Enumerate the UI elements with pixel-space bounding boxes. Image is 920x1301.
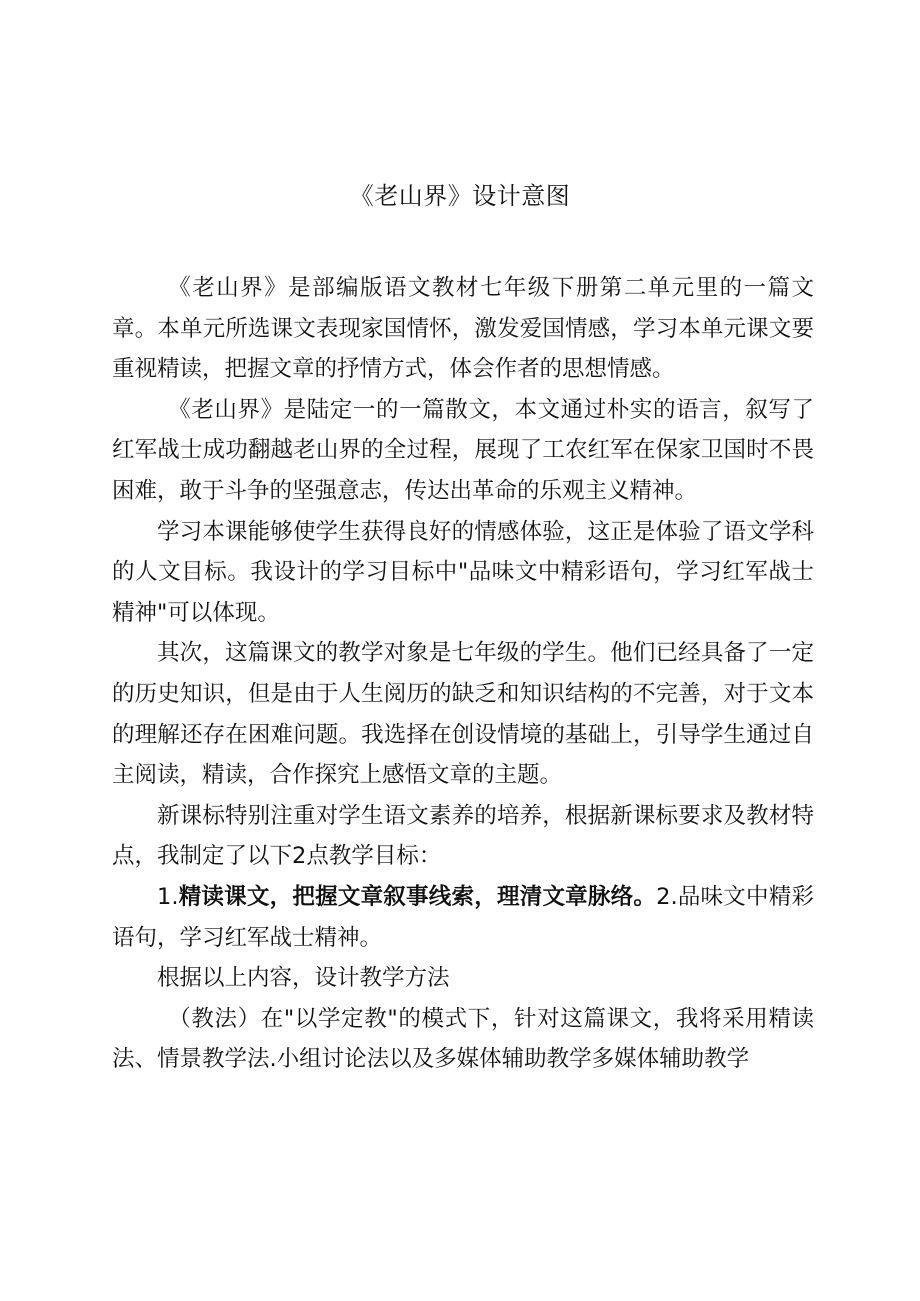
goal-2-text: 2.品味文中精彩语句，学习红军战士精神。 [112, 883, 814, 951]
document-body [112, 268, 814, 1080]
paragraph-student-analysis: 其次，这篇课文的教学对象是七年级的学生。他们已经具备了一定的历史知识，但是由于人生阅历的缺乏和知识结构的不完善，对于文本的理解还存在困难问题。我选择在创设情境的基础上，引导学生通过自主阅读，精读，合作探究上感悟文章的主题。 [112, 640, 814, 789]
goal-1-number: 1. [157, 883, 179, 910]
paragraph-learning-experience: 学习本课能够使学生获得良好的情感体验，这正是体验了语文学科的人文目标。我设计的学习目标中"品味文中精彩语句，学习红军战士精神"可以体现。 [112, 518, 814, 626]
paragraph-curriculum-standard: 新课标特别注重对学生语文素养的培养，根据新课标要求及教材特点，我制定了以下2点教学目标： [112, 802, 814, 870]
paragraph-teaching-goals [112, 877, 814, 958]
paragraph-intro: 《老山界》是部编版语文教材七年级下册第二单元里的一篇文章。本单元所选课文表现家国情怀，激发爱国情感，学习本单元课文要重视精读，把握文章的抒情方式，体会作者的思想情感。 [112, 275, 814, 383]
paragraph-method-intro: 根据以上内容，设计教学方法 [157, 965, 450, 992]
document-title: 《老山界》设计意图 [349, 182, 571, 210]
goal-1-text: 精读课文，把握文章叙事线索，理清文章脉络。 [178, 883, 657, 910]
paragraph-teaching-method: （教法）在"以学定教"的模式下，针对这篇课文，我将采用精读法、情景教学法.小组讨论法以及多媒体辅助教学多媒体辅助教学 [112, 1005, 814, 1073]
paragraph-text-analysis: 《老山界》是陆定一的一篇散文，本文通过朴实的语言，叙写了红军战士成功翻越老山界的全过程，展现了工农红军在保家卫国时不畏困难，敢于斗争的坚强意志，传达出革命的乐观主义精神。 [112, 396, 814, 504]
